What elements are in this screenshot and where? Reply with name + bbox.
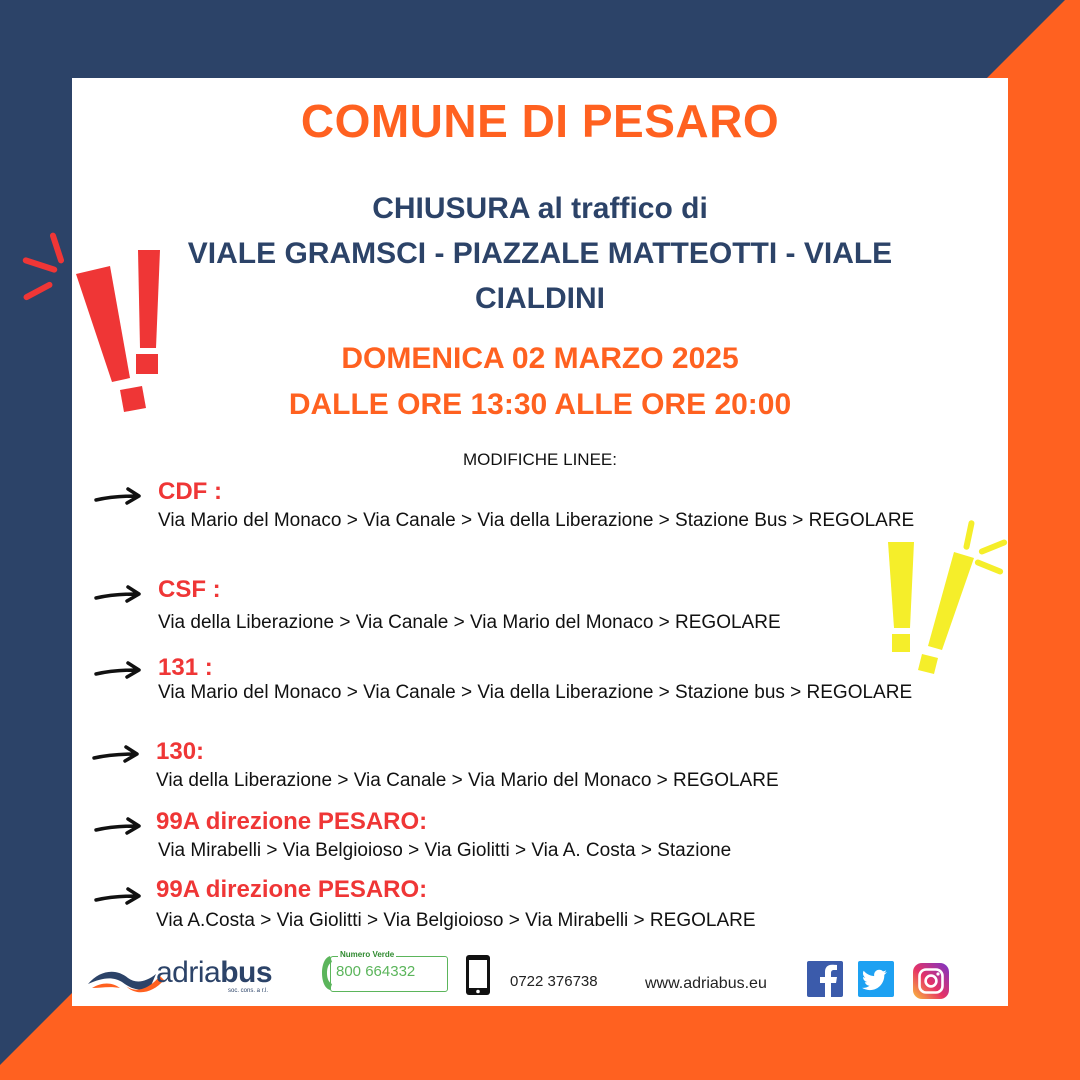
closure-date: DOMENICA 02 MARZO 2025 — [341, 342, 739, 375]
notice-card — [72, 78, 1008, 1006]
closure-intro: CHIUSURA al traffico di — [372, 192, 708, 225]
yellow-exclamation-icon — [876, 518, 1016, 684]
facebook-icon[interactable] — [807, 961, 843, 997]
twitter-icon[interactable] — [858, 961, 894, 997]
modifiche-label: MODIFICHE LINEE: — [463, 450, 617, 469]
line-route: Via A.Costa > Via Giolitti > Via Belgioioso > Via Mirabelli > REGOLARE — [156, 910, 756, 931]
page-title: COMUNE DI PESARO — [300, 95, 780, 147]
line-route: Via della Liberazione > Via Canale > Via Mario del Monaco > REGOLARE — [156, 770, 779, 791]
instagram-icon[interactable] — [912, 962, 950, 1000]
website-link[interactable]: www.adriabus.eu — [645, 975, 767, 992]
numero-verde-number: 800 664332 — [336, 963, 416, 980]
numero-verde-label: Numero Verde — [340, 950, 395, 959]
line-name: 131 : — [158, 654, 213, 681]
line-name: 130: — [156, 738, 205, 765]
logo-word-b: bus — [220, 956, 273, 989]
smartphone-icon — [465, 954, 491, 996]
phone-number: 0722 376738 — [510, 973, 598, 990]
arrow-icon — [94, 816, 144, 838]
line-route: Via Mario del Monaco > Via Canale > Via della Liberazione > Stazione Bus > REGOLARE — [158, 510, 915, 531]
closure-heading — [132, 186, 948, 321]
logo-subtitle: soc. cons. a r.l. — [228, 988, 269, 994]
arrow-icon — [92, 744, 142, 766]
arrow-icon — [94, 886, 144, 908]
line-name: 99A direzione PESARO: — [156, 876, 428, 903]
line-name: 99A direzione PESARO: — [156, 808, 428, 835]
line-route: Via Mario del Monaco > Via Canale > Via della Liberazione > Stazione bus > REGOLARE — [158, 682, 913, 703]
arrow-icon — [94, 584, 144, 606]
logo-word-a: adria — [156, 956, 221, 989]
arrow-icon — [94, 486, 144, 508]
line-name: CDF : — [158, 478, 222, 505]
closure-streets: VIALE GRAMSCI - PIAZZALE MATTEOTTI - VIALE CIALDINI — [187, 237, 893, 315]
line-route: Via della Liberazione > Via Canale > Via Mario del Monaco > REGOLARE — [158, 612, 781, 633]
arrow-icon — [94, 660, 144, 682]
line-route: Via Mirabelli > Via Belgioioso > Via Giolitti > Via A. Costa > Stazione — [158, 840, 732, 861]
closure-when — [72, 336, 1008, 428]
line-name: CSF : — [158, 576, 221, 603]
closure-time: DALLE ORE 13:30 ALLE ORE 20:00 — [288, 388, 792, 421]
adriabus-logo-text — [156, 956, 272, 990]
red-exclamation-icon — [18, 228, 178, 420]
